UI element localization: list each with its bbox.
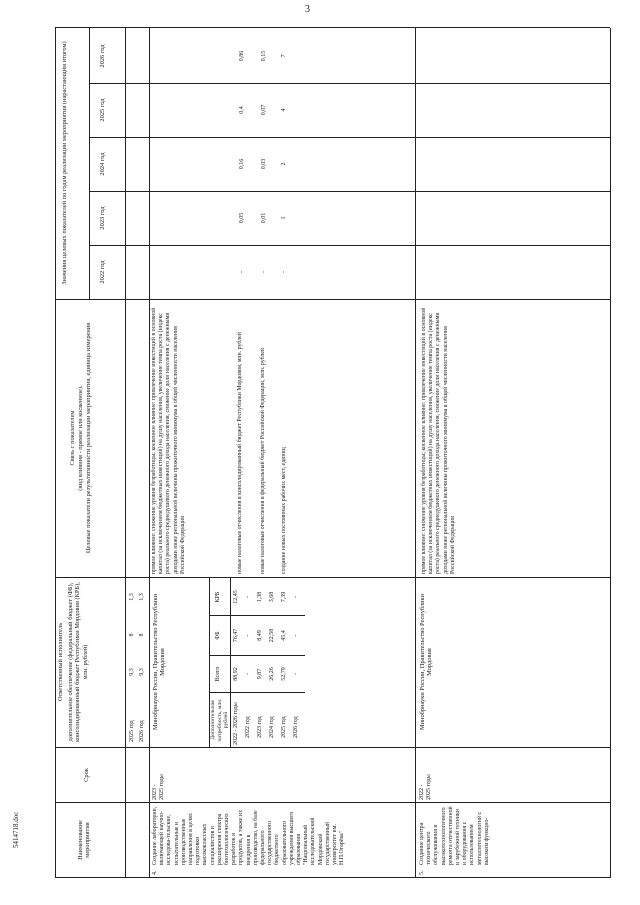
row4-ind0-2026: 0,86 [239, 50, 245, 62]
row4-ind2-2026: 7 [281, 54, 287, 58]
row4-ind2-2024: 2 [281, 162, 287, 166]
prev-fb-2025: 8 [129, 633, 135, 637]
row4-fin-fb-3: 22,58 [269, 628, 275, 643]
row4-fin-total-0: 88,92 [233, 667, 239, 681]
page-number: 3 [305, 4, 310, 15]
prev-fb-2026: 8 [139, 633, 145, 637]
row4-ind1-2026: 0,15 [261, 50, 267, 62]
row5-term: 2022 - 2025 годы [419, 774, 433, 800]
row4-indicator-2: создание новых постоянных рабочих мест, единиц [281, 447, 287, 574]
row4-fin-total-4: 52,79 [281, 667, 287, 681]
row4-sub-header-need: Дополнительная потребность, млн. рублей [210, 698, 230, 742]
row4-ind1-2022: - [261, 271, 267, 273]
row4-fin-fb-2: 8,49 [257, 630, 263, 641]
row4-fin-krb-1: - [245, 596, 251, 598]
row4-fin-total-2: 9,87 [257, 668, 263, 680]
row4-executor: Минобрнауки России, Правительство Республики Мордовия [152, 593, 167, 731]
prev-year-2025: 2025 год [129, 720, 135, 742]
prev-year-2026: 2026 год [139, 720, 145, 742]
header-year-2026: 2026 год [99, 44, 106, 68]
row4-ind0-2025: 0,4 [239, 106, 245, 114]
row4-fin-krb-5: - [293, 596, 299, 598]
row4-fin-total-3: 26,26 [269, 667, 275, 681]
row4-ind0-2024: 0,16 [239, 158, 245, 170]
header-term: Срок [83, 768, 90, 782]
header-link-sub1: (вид влияния - прямое или косвенное). [77, 385, 84, 491]
row4-fin-krb-2: 1,38 [257, 591, 263, 603]
header-year-2023: 2023 год [99, 206, 106, 230]
row4-name: Создание лаборатории, включающей научно-исследова-тельские, испытательные и производственные направления в целях подготовки высококлассных специалистов и расширения спектра биотехнологических разработок и продуктов, а также их внедрения в производство, на базе федерального государственного бюджетного образовательного учреждения высшего образования "Национальный исследовательский Мордовский государственный университет им. Н.П.Огарёва" [152, 806, 346, 865]
rotated-table [55, 28, 615, 878]
row4-fin-year-1: 2022 год [245, 716, 251, 738]
header-link-sub2: Целевые показатели результативности реализации мероприятия, единица измерения [85, 322, 92, 554]
row4-fin-year-2: 2023 год [257, 716, 263, 738]
header-year-2024: 2024 год [99, 152, 106, 176]
header-link: Связь с показателем [69, 410, 76, 466]
row4-fin-total-1: - [245, 673, 251, 675]
row4-number: 4. [152, 870, 158, 875]
header-executor: Ответственный исполнитель [57, 622, 64, 702]
row4-fin-year-3: 2024 год [269, 716, 275, 738]
row4-fin-fb-1: - [245, 634, 251, 637]
row4-fin-fb-5: - [293, 634, 299, 637]
prev-link-text: прямое влияние: снижение уровня безработицы; косвенное влияние: привлечение инвестиций в основной капитал (за исключением бюджетных инвестиций) на душу населения, увеличение темпа роста (индекс роста) реального среднедушевого денежного дохода населения, снижение доли населения с денежными доходами ниже региональной величины прожиточного минимума в общей численности населения Российской Федерации [151, 307, 186, 574]
row4-indicator-0: новые налоговые отчисления в консолидированный бюджет Республики Мордовия, млн. рублей [237, 332, 243, 574]
header-year-2025: 2025 год [99, 98, 106, 122]
row4-ind2-2023: 1 [281, 216, 287, 220]
row4-indicator-1: новые налоговые отчисления в федеральный бюджет Российской Федерации, млн. рублей [260, 347, 266, 574]
row4-term: 2023 - 2025 годы [152, 774, 166, 800]
header-year-2022: 2022 год [99, 260, 106, 284]
document-footer-filename: 5414718.doc [12, 811, 20, 848]
row4-ind0-2023: 0,05 [239, 212, 245, 224]
row4-ind1-2023: 0,01 [261, 212, 267, 224]
row4-ind1-2025: 0,07 [261, 104, 267, 116]
row4-fin-fb-4: 45,4 [281, 630, 287, 641]
row4-fin-fb-0: 76,47 [233, 628, 239, 643]
header-executor-sub: дополнительное обеспечение (федеральный бюджет (ФБ), консолидированный бюджет Республики Мордовия (КРБ), млн. рублей) [67, 582, 89, 742]
row5-name: Создание центра технического обслуживания и высокотехнологичного ремонта отечественной и зарубежной техники и оборудования с использованием металлотехнологий с высоким функцио- [419, 806, 490, 865]
row4-ind2-2025: 4 [281, 108, 287, 112]
row4-sub-header-total: Всего [215, 666, 221, 682]
prev-total-2026: 9,3 [139, 668, 145, 676]
row4-ind1-2024: 0,03 [261, 158, 267, 170]
row4-fin-krb-0: 12,45 [233, 590, 239, 604]
prev-krb-2026: 1,3 [139, 593, 145, 601]
row4-sub-header-fb: ФБ [215, 631, 221, 640]
row4-fin-krb-3: 3,68 [269, 591, 275, 603]
row5-executor: Минобрнауки России, Правительство Республики Мордовия [419, 593, 434, 731]
header-values: Значения целевых показателей по годам реализации мероприятия (нарастающим итогом) [61, 41, 68, 285]
row4-sub-header-krb: КРБ [215, 591, 221, 603]
row5-number: 5. [419, 870, 425, 875]
header-name: Наименование мероприятия [77, 820, 92, 860]
prev-krb-2025: 1,3 [129, 593, 135, 601]
row4-fin-year-5: 2026 год [293, 716, 299, 738]
row4-ind0-2022: - [239, 271, 245, 273]
row4-ind2-2022: - [281, 271, 287, 273]
row4-fin-year-0: 2022 - 2026 годы [233, 702, 239, 745]
row5-link-text: прямое влияние: снижение уровня безработицы; косвенное влияние: привлечение инвестиций в основной капитал (за исключением бюджетных инвестиций) на душу населения, увеличение темпа роста (индекс роста) реального среднедушевого денежного дохода населения, снижение доли населения с денежными доходами ниже региональной величины прожиточного минимума в общей численности населения Российской Федерации [421, 307, 456, 574]
prev-total-2025: 9,3 [129, 668, 135, 676]
row4-fin-krb-4: 7,39 [281, 591, 287, 603]
row4-fin-year-4: 2025 год [281, 716, 287, 738]
row4-fin-total-5: - [293, 673, 299, 675]
